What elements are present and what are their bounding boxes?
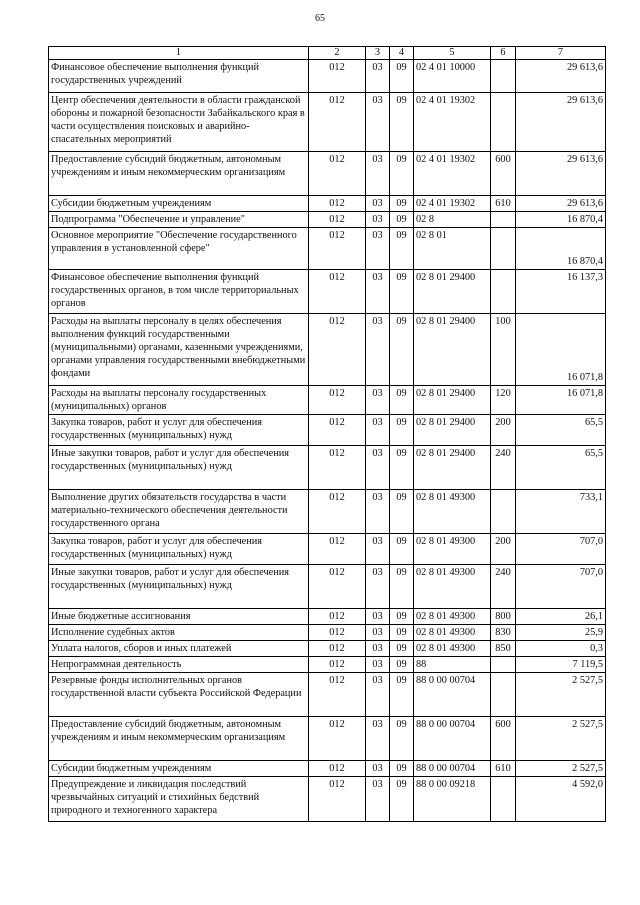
row-vr [491, 490, 516, 534]
row-gr: 012 [309, 609, 366, 625]
row-vr: 240 [491, 565, 516, 609]
row-gr: 012 [309, 386, 366, 415]
row-name: Закупка товаров, работ и услуг для обеспечения государственных (муниципальных) нужд [49, 415, 309, 446]
row-rz: 03 [366, 415, 390, 446]
row-name: Исполнение судебных актов [49, 625, 309, 641]
row-vr: 100 [491, 314, 516, 386]
row-gr: 012 [309, 446, 366, 490]
row-pr: 09 [390, 673, 414, 717]
row-name: Предоставление субсидий бюджетным, автономным учреждениям и иным некоммерческим организациям [49, 717, 309, 761]
row-pr: 09 [390, 93, 414, 152]
row-sum: 65,5 [516, 446, 606, 490]
row-pr: 09 [390, 565, 414, 609]
row-name: Выполнение других обязательств государства в части материально-технического обеспечения деятельности государственного органа [49, 490, 309, 534]
row-cs: 02 8 01 49300 [414, 641, 491, 657]
header-col-4: 4 [390, 47, 414, 60]
row-vr [491, 673, 516, 717]
table-row [49, 212, 606, 228]
row-name: Иные закупки товаров, работ и услуг для обеспечения государственных (муниципальных) нужд [49, 446, 309, 490]
row-vr [491, 93, 516, 152]
row-cs: 02 8 [414, 212, 491, 228]
row-name: Резервные фонды исполнительных органов государственной власти субъекта Российской Федерации [49, 673, 309, 717]
row-gr: 012 [309, 761, 366, 777]
row-sum: 29 613,6 [516, 196, 606, 212]
row-pr: 09 [390, 717, 414, 761]
row-vr: 830 [491, 625, 516, 641]
table-row [49, 446, 606, 490]
row-name: Подпрограмма "Обеспечение и управление" [49, 212, 309, 228]
row-name: Основное мероприятие "Обеспечение государственного управления в установленной сфере" [49, 228, 309, 270]
row-pr: 09 [390, 777, 414, 822]
row-name: Центр обеспечения деятельности в области гражданской обороны и пожарной безопасности Забайкальского края в части осуществления поисковых и аварийно-спасательных мероприятий [49, 93, 309, 152]
table-row [49, 625, 606, 641]
row-sum: 7 119,5 [516, 657, 606, 673]
row-sum: 0,3 [516, 641, 606, 657]
row-sum: 16 870,4 [516, 228, 606, 270]
row-cs: 88 0 00 00704 [414, 761, 491, 777]
table-row [49, 314, 606, 386]
row-rz: 03 [366, 212, 390, 228]
row-pr: 09 [390, 534, 414, 565]
row-sum: 65,5 [516, 415, 606, 446]
row-vr [491, 228, 516, 270]
row-name: Иные закупки товаров, работ и услуг для обеспечения государственных (муниципальных) нужд [49, 565, 309, 609]
row-pr: 09 [390, 386, 414, 415]
header-col-7: 7 [516, 47, 606, 60]
table-row [49, 152, 606, 196]
table-body [49, 60, 606, 822]
row-gr: 012 [309, 641, 366, 657]
row-pr: 09 [390, 270, 414, 314]
table-row [49, 717, 606, 761]
row-cs: 02 4 01 19302 [414, 93, 491, 152]
row-cs: 02 8 01 [414, 228, 491, 270]
row-cs: 02 8 01 49300 [414, 625, 491, 641]
row-name: Финансовое обеспечение выполнения функций государственных учреждений [49, 60, 309, 93]
row-sum: 29 613,6 [516, 93, 606, 152]
row-gr: 012 [309, 625, 366, 641]
row-gr: 012 [309, 534, 366, 565]
row-gr: 012 [309, 93, 366, 152]
row-name: Предоставление субсидий бюджетным, автономным учреждениям и иным некоммерческим организациям [49, 152, 309, 196]
row-rz: 03 [366, 196, 390, 212]
table-row [49, 777, 606, 822]
row-cs: 88 0 00 00704 [414, 717, 491, 761]
row-rz: 03 [366, 673, 390, 717]
row-sum: 2 527,5 [516, 717, 606, 761]
row-rz: 03 [366, 386, 390, 415]
row-name: Иные бюджетные ассигнования [49, 609, 309, 625]
row-name: Субсидии бюджетным учреждениям [49, 761, 309, 777]
table-row [49, 228, 606, 270]
row-rz: 03 [366, 228, 390, 270]
row-rz: 03 [366, 657, 390, 673]
row-sum: 707,0 [516, 534, 606, 565]
header-col-2: 2 [309, 47, 366, 60]
row-gr: 012 [309, 270, 366, 314]
row-cs: 88 [414, 657, 491, 673]
row-gr: 012 [309, 565, 366, 609]
row-cs: 02 8 01 49300 [414, 534, 491, 565]
row-vr: 850 [491, 641, 516, 657]
row-cs: 88 0 00 09218 [414, 777, 491, 822]
row-pr: 09 [390, 641, 414, 657]
row-gr: 012 [309, 60, 366, 93]
row-sum: 16 137,3 [516, 270, 606, 314]
row-gr: 012 [309, 152, 366, 196]
row-cs: 02 8 01 29400 [414, 314, 491, 386]
row-sum: 707,0 [516, 565, 606, 609]
table-row [49, 673, 606, 717]
row-rz: 03 [366, 314, 390, 386]
table-row [49, 657, 606, 673]
row-pr: 09 [390, 761, 414, 777]
row-gr: 012 [309, 717, 366, 761]
row-vr: 240 [491, 446, 516, 490]
row-gr: 012 [309, 777, 366, 822]
row-vr: 610 [491, 196, 516, 212]
row-pr: 09 [390, 152, 414, 196]
row-cs: 02 4 01 19302 [414, 152, 491, 196]
row-vr [491, 212, 516, 228]
header-row [49, 47, 606, 60]
row-cs: 02 8 01 29400 [414, 270, 491, 314]
row-name: Предупреждение и ликвидация последствий чрезвычайных ситуаций и стихийных бедствий природного и техногенного характера [49, 777, 309, 822]
row-gr: 012 [309, 212, 366, 228]
row-sum: 4 592,0 [516, 777, 606, 822]
table-row [49, 415, 606, 446]
table-row [49, 609, 606, 625]
table-row [49, 93, 606, 152]
row-rz: 03 [366, 609, 390, 625]
table-row [49, 761, 606, 777]
row-vr [491, 657, 516, 673]
row-name: Субсидии бюджетным учреждениям [49, 196, 309, 212]
row-cs: 02 8 01 29400 [414, 446, 491, 490]
row-cs: 02 8 01 49300 [414, 609, 491, 625]
row-gr: 012 [309, 490, 366, 534]
budget-table [48, 46, 606, 822]
row-pr: 09 [390, 212, 414, 228]
row-vr [491, 777, 516, 822]
row-sum: 16 071,8 [516, 386, 606, 415]
row-sum: 29 613,6 [516, 60, 606, 93]
row-vr: 600 [491, 717, 516, 761]
row-cs: 02 8 01 29400 [414, 415, 491, 446]
row-rz: 03 [366, 641, 390, 657]
row-pr: 09 [390, 609, 414, 625]
row-sum: 2 527,5 [516, 673, 606, 717]
row-pr: 09 [390, 446, 414, 490]
row-gr: 012 [309, 228, 366, 270]
row-vr: 200 [491, 415, 516, 446]
row-gr: 012 [309, 673, 366, 717]
page-number: 65 [315, 13, 325, 24]
row-vr: 800 [491, 609, 516, 625]
row-sum: 16 870,4 [516, 212, 606, 228]
row-cs: 02 8 01 49300 [414, 565, 491, 609]
row-gr: 012 [309, 314, 366, 386]
row-name: Финансовое обеспечение выполнения функций государственных органов, в том числе территориальных органов [49, 270, 309, 314]
row-vr [491, 270, 516, 314]
row-sum: 29 613,6 [516, 152, 606, 196]
row-sum: 16 071,8 [516, 314, 606, 386]
row-gr: 012 [309, 415, 366, 446]
row-name: Расходы на выплаты персоналу в целях обеспечения выполнения функций государственными (муниципальными) органами, казенными учреждениями, органами управления государственными внебюджетными фондами [49, 314, 309, 386]
row-cs: 02 8 01 29400 [414, 386, 491, 415]
row-cs: 02 4 01 19302 [414, 196, 491, 212]
row-rz: 03 [366, 761, 390, 777]
row-pr: 09 [390, 657, 414, 673]
row-rz: 03 [366, 270, 390, 314]
table-row [49, 490, 606, 534]
header-col-5: 5 [414, 47, 491, 60]
row-pr: 09 [390, 196, 414, 212]
table-row [49, 565, 606, 609]
header-col-6: 6 [491, 47, 516, 60]
row-vr [491, 60, 516, 93]
row-cs: 02 8 01 49300 [414, 490, 491, 534]
table-row [49, 196, 606, 212]
row-vr: 200 [491, 534, 516, 565]
row-sum: 733,1 [516, 490, 606, 534]
row-rz: 03 [366, 625, 390, 641]
table-row [49, 641, 606, 657]
row-pr: 09 [390, 60, 414, 93]
row-rz: 03 [366, 60, 390, 93]
row-sum: 25,9 [516, 625, 606, 641]
row-pr: 09 [390, 228, 414, 270]
row-pr: 09 [390, 415, 414, 446]
table-row [49, 386, 606, 415]
row-name: Уплата налогов, сборов и иных платежей [49, 641, 309, 657]
row-rz: 03 [366, 152, 390, 196]
table-row [49, 534, 606, 565]
row-cs: 88 0 00 00704 [414, 673, 491, 717]
row-rz: 03 [366, 777, 390, 822]
row-name: Непрограммная деятельность [49, 657, 309, 673]
header-col-3: 3 [366, 47, 390, 60]
row-name: Расходы на выплаты персоналу государственных (муниципальных) органов [49, 386, 309, 415]
row-rz: 03 [366, 534, 390, 565]
row-rz: 03 [366, 490, 390, 534]
row-name: Закупка товаров, работ и услуг для обеспечения государственных (муниципальных) нужд [49, 534, 309, 565]
row-rz: 03 [366, 717, 390, 761]
row-pr: 09 [390, 625, 414, 641]
header-col-1: 1 [49, 47, 309, 60]
table-row [49, 60, 606, 93]
row-vr: 120 [491, 386, 516, 415]
row-vr: 600 [491, 152, 516, 196]
row-sum: 26,1 [516, 609, 606, 625]
row-sum: 2 527,5 [516, 761, 606, 777]
row-rz: 03 [366, 93, 390, 152]
row-gr: 012 [309, 196, 366, 212]
row-rz: 03 [366, 446, 390, 490]
row-pr: 09 [390, 314, 414, 386]
row-vr: 610 [491, 761, 516, 777]
row-gr: 012 [309, 657, 366, 673]
row-pr: 09 [390, 490, 414, 534]
row-cs: 02 4 01 10000 [414, 60, 491, 93]
table-row [49, 270, 606, 314]
row-rz: 03 [366, 565, 390, 609]
